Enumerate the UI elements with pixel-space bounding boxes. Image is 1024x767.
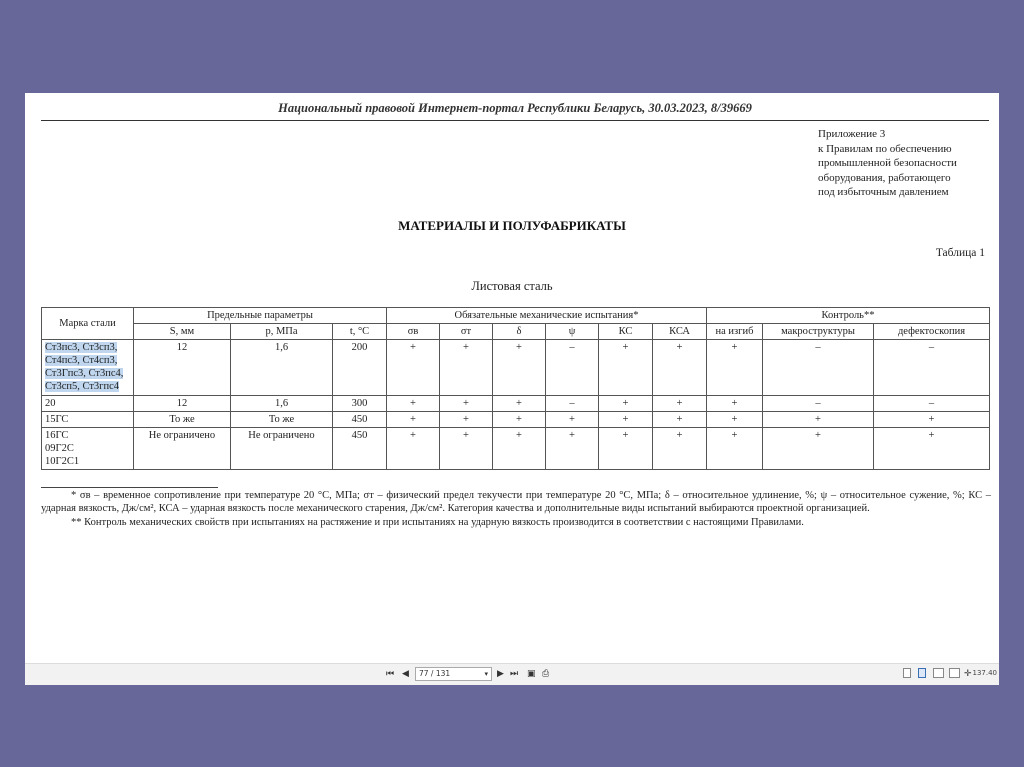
table-cell: + xyxy=(387,412,440,428)
appendix-line: промышленной безопасности xyxy=(818,157,957,169)
column-header: на изгиб xyxy=(707,324,763,340)
column-header: дефектоскопия xyxy=(874,324,990,340)
table-cell: + xyxy=(493,428,546,470)
two-page-view-icon[interactable] xyxy=(933,668,944,678)
selected-text[interactable]: Ст3пс3, Ст3сп3, xyxy=(45,342,118,353)
table-cell: + xyxy=(599,340,653,396)
print-icon[interactable]: ⎙ xyxy=(542,669,550,679)
table-cell: 200 xyxy=(333,340,387,396)
steel-table xyxy=(41,307,990,470)
steel-grade-line: 16ГС xyxy=(45,430,69,441)
column-header: ψ xyxy=(546,324,599,340)
table-cell: + xyxy=(493,340,546,396)
table-cell: + xyxy=(546,428,599,470)
steel-grade-cell xyxy=(42,428,134,470)
column-header: КС xyxy=(599,324,653,340)
selected-text[interactable]: Ст3Гпс3, Ст3пс4, xyxy=(45,368,124,379)
table-cell: + xyxy=(653,428,707,470)
appendix-block xyxy=(818,127,957,200)
header-limit-parameters: Предельные параметры xyxy=(134,308,387,324)
table-cell: + xyxy=(387,396,440,412)
steel-grade-cell: 20 xyxy=(42,396,134,412)
header-steel-grade: Марка стали xyxy=(42,308,134,340)
single-page-view-icon[interactable] xyxy=(903,668,911,678)
header-control: Контроль** xyxy=(707,308,990,324)
next-page-icon[interactable]: ▶ xyxy=(497,669,504,679)
table-row xyxy=(42,428,990,470)
document-page xyxy=(25,93,999,663)
table-cell: 12 xyxy=(134,340,231,396)
table-cell: + xyxy=(763,428,874,470)
table-cell: То же xyxy=(134,412,231,428)
page-number-value: 77 / 131 xyxy=(419,669,451,678)
table-row xyxy=(42,340,990,396)
table-cell: + xyxy=(387,428,440,470)
footnote-rule xyxy=(41,487,218,488)
table-cell: + xyxy=(493,412,546,428)
zoom-level[interactable]: 137.40 xyxy=(972,669,997,677)
table-cell: + xyxy=(493,396,546,412)
table-cell: – xyxy=(763,396,874,412)
table-cell: 1,6 xyxy=(231,340,333,396)
column-header: σв xyxy=(387,324,440,340)
page-header: Национальный правовой Интернет-портал Республики Беларусь, 30.03.2023, 8/39669 xyxy=(278,101,752,115)
table-cell: + xyxy=(440,428,493,470)
column-header: p, МПа xyxy=(231,324,333,340)
table-cell: + xyxy=(440,396,493,412)
table-cell: – xyxy=(874,396,990,412)
first-page-icon[interactable]: ⏮ xyxy=(386,669,395,679)
last-page-icon[interactable]: ⏭ xyxy=(510,669,519,679)
table-cell: + xyxy=(599,428,653,470)
appendix-line: оборудования, работающего xyxy=(818,171,951,184)
table-cell: + xyxy=(599,412,653,428)
page-number-input[interactable] xyxy=(415,667,492,681)
table-cell: 450 xyxy=(333,428,387,470)
steel-grade-cell[interactable] xyxy=(42,340,134,396)
fit-icon[interactable]: ✛ xyxy=(964,669,972,679)
table-cell: 450 xyxy=(333,412,387,428)
table-cell: + xyxy=(707,428,763,470)
header-rule xyxy=(41,120,989,121)
table-row xyxy=(42,412,990,428)
table-cell: – xyxy=(763,340,874,396)
steel-grade-line: 09Г2С xyxy=(45,443,74,454)
table-cell: + xyxy=(653,412,707,428)
document-title: МАТЕРИАЛЫ И ПОЛУФАБРИКАТЫ xyxy=(398,218,626,233)
table-cell: + xyxy=(874,428,990,470)
table-cell: + xyxy=(653,340,707,396)
steel-grade-line: 10Г2С1 xyxy=(45,456,80,467)
table-cell: Не ограничено xyxy=(231,428,333,470)
table-cell: + xyxy=(707,396,763,412)
table-cell: + xyxy=(707,340,763,396)
table-cell: + xyxy=(763,412,874,428)
viewer-toolbar xyxy=(25,663,999,685)
table-cell: + xyxy=(707,412,763,428)
table-cell: + xyxy=(440,412,493,428)
page-dropdown-icon[interactable]: ▾ xyxy=(484,670,488,678)
table-caption: Листовая сталь xyxy=(471,279,553,293)
header-mechanical-tests: Обязательные механические испытания* xyxy=(387,308,707,324)
column-header: S, мм xyxy=(134,324,231,340)
appendix-line: под избыточным давлением xyxy=(818,186,949,198)
table-cell: – xyxy=(546,340,599,396)
table-cell: + xyxy=(440,340,493,396)
column-header: КСА xyxy=(653,324,707,340)
table-number: Таблица 1 xyxy=(935,247,985,259)
table-cell: Не ограничено xyxy=(134,428,231,470)
steel-grade-cell: 15ГС xyxy=(42,412,134,428)
pdf-viewer xyxy=(25,93,999,684)
table-cell: То же xyxy=(231,412,333,428)
appendix-line: Приложение 3 xyxy=(818,128,886,140)
table-cell: 1,6 xyxy=(231,396,333,412)
two-page-continuous-view-icon[interactable] xyxy=(949,668,960,678)
footnote: * σв – временное сопротивление при температуре 20 °С, МПа; σт – физический предел текучести при температуре 20 °С, МПа; δ – относительное удлинение, %; ψ – относительное сужение, %; КС – ударная вязкость, Дж/см², КСА – ударная вязкость после механического старения, Дж/см². Категория качества и дополнительные виды испытаний выбираются проектной организацией. xyxy=(41,490,991,515)
table-cell: + xyxy=(874,412,990,428)
continuous-view-icon[interactable] xyxy=(918,668,926,678)
column-header: t, °С xyxy=(333,324,387,340)
footnotes xyxy=(41,489,991,529)
table-row xyxy=(42,396,990,412)
table-cell: 12 xyxy=(134,396,231,412)
selected-text[interactable]: Ст3сп5, Ст3гпс4 xyxy=(45,381,120,392)
table-cell: – xyxy=(546,396,599,412)
table-cell: + xyxy=(599,396,653,412)
column-header: σт xyxy=(440,324,493,340)
table-cell: + xyxy=(653,396,707,412)
column-header: δ xyxy=(493,324,546,340)
footnote: ** Контроль механических свойств при испытаниях на растяжение и при испытаниях на ударную вязкость производится в соответствии с настоящими Правилами. xyxy=(71,516,804,528)
table-cell: – xyxy=(874,340,990,396)
appendix-line: к Правилам по обеспечению xyxy=(818,142,952,155)
table-cell: + xyxy=(387,340,440,396)
table-cell: 300 xyxy=(333,396,387,412)
selected-text[interactable]: Ст4пс3, Ст4сп3, xyxy=(45,355,118,366)
save-icon[interactable]: ▣ xyxy=(527,669,536,679)
table-cell: + xyxy=(546,412,599,428)
prev-page-icon[interactable]: ◀ xyxy=(402,669,409,679)
column-header: макроструктуры xyxy=(763,324,874,340)
